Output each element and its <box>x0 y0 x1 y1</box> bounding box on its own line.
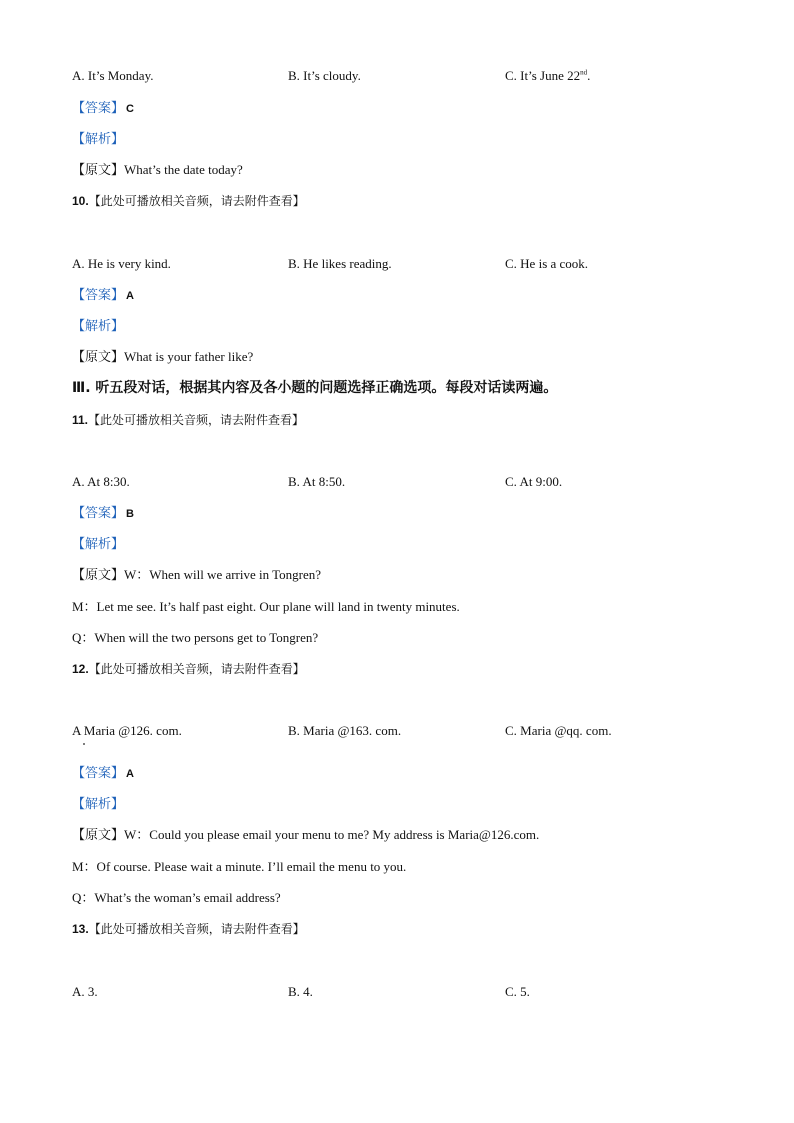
q12-stray-dot <box>83 743 85 745</box>
q12-line-w: W：Could you please email your menu to me? My address is Maria@126.com. <box>124 827 540 842</box>
q13-header <box>72 921 305 937</box>
q11-analysis-label: 【解析】 <box>72 537 125 552</box>
q10-header <box>72 193 305 209</box>
q9-analysis <box>72 131 124 148</box>
q10-option-a: A. He is very kind. <box>72 256 171 271</box>
q9-answer-value: C <box>126 103 134 115</box>
q12-answer-value: A <box>126 768 134 780</box>
q9-option-b: B. It’s cloudy. <box>288 68 361 83</box>
q10-analysis <box>72 318 124 335</box>
q12-answer <box>72 765 134 782</box>
q9-answer-label: 【答案】 <box>72 101 125 116</box>
q11-line-m: M：Let me see. It’s half past eight. Our plane will land in twenty minutes. <box>72 599 460 614</box>
q10-analysis-label: 【解析】 <box>72 319 125 334</box>
q10-answer <box>72 287 134 304</box>
q12-header <box>72 661 305 677</box>
q11-line-q: Q：When will the two persons get to Tongren? <box>72 630 319 645</box>
q11-number: 11. <box>72 413 89 427</box>
section-3-title: Ⅲ. 听五段对话，根据其内容及各小题的问题选择正确选项。每段对话读两遍。 <box>72 380 558 396</box>
q10-audio-note: 【此处可播放相关音频，请去附件查看】 <box>88 194 305 208</box>
q9-option-c-end: . <box>587 68 591 83</box>
q11-original-w <box>72 567 321 583</box>
q12-number: 12. <box>72 662 89 676</box>
q12-option-c: C. Maria @qq. com. <box>505 723 612 738</box>
q9-option-a: A. It’s Monday. <box>72 68 154 83</box>
q13-number: 13. <box>72 922 89 936</box>
q10-original-label: 【原文】 <box>72 349 125 364</box>
q11-answer-value: B <box>126 508 134 520</box>
q11-answer-label: 【答案】 <box>72 506 125 521</box>
q11-audio-note: 【此处可播放相关音频，请去附件查看】 <box>88 413 305 427</box>
q12-option-a: A Maria @126. com. <box>72 723 182 738</box>
q9-analysis-label: 【解析】 <box>72 132 125 147</box>
q9-original-label: 【原文】 <box>72 162 125 177</box>
q12-line-q: Q：What’s the woman’s email address? <box>72 890 281 905</box>
q13-option-c: C. 5. <box>505 984 530 999</box>
q12-option-b: B. Maria @163. com. <box>288 723 402 738</box>
q11-original-label: 【原文】 <box>72 567 125 582</box>
q9-option-c-text: C. It’s June 22 <box>505 68 581 83</box>
q11-option-c: C. At 9:00. <box>505 474 563 489</box>
q10-option-c: C. He is a cook. <box>505 256 589 271</box>
q12-analysis-label: 【解析】 <box>72 797 125 812</box>
q10-original <box>72 349 253 365</box>
q11-answer <box>72 505 134 522</box>
q10-option-b: B. He likes reading. <box>288 256 392 271</box>
q11-line-w: W：When will we arrive in Tongren? <box>124 567 322 582</box>
q13-audio-note: 【此处可播放相关音频，请去附件查看】 <box>88 922 305 936</box>
q11-header <box>72 412 304 428</box>
q11-option-b: B. At 8:50. <box>288 474 346 489</box>
q11-analysis <box>72 536 124 553</box>
q9-original-text: What’s the date today? <box>124 162 243 177</box>
q12-original-label: 【原文】 <box>72 827 125 842</box>
q9-answer <box>72 100 134 117</box>
q13-option-b: B. 4. <box>288 984 313 999</box>
q9-option-c-sup: nd <box>580 68 588 77</box>
q12-analysis <box>72 796 124 813</box>
q13-option-a: A. 3. <box>72 984 98 999</box>
q10-original-text: What is your father like? <box>124 349 254 364</box>
q12-answer-label: 【答案】 <box>72 766 125 781</box>
q12-original-w <box>72 827 539 843</box>
q12-line-m: M：Of course. Please wait a minute. I’ll email the menu to you. <box>72 859 407 874</box>
q12-audio-note: 【此处可播放相关音频，请去附件查看】 <box>88 662 305 676</box>
q9-original <box>72 162 243 178</box>
q9-option-c <box>505 68 590 84</box>
q10-answer-value: A <box>126 290 134 302</box>
q10-number: 10. <box>72 194 89 208</box>
q11-option-a: A. At 8:30. <box>72 474 130 489</box>
q10-answer-label: 【答案】 <box>72 288 125 303</box>
